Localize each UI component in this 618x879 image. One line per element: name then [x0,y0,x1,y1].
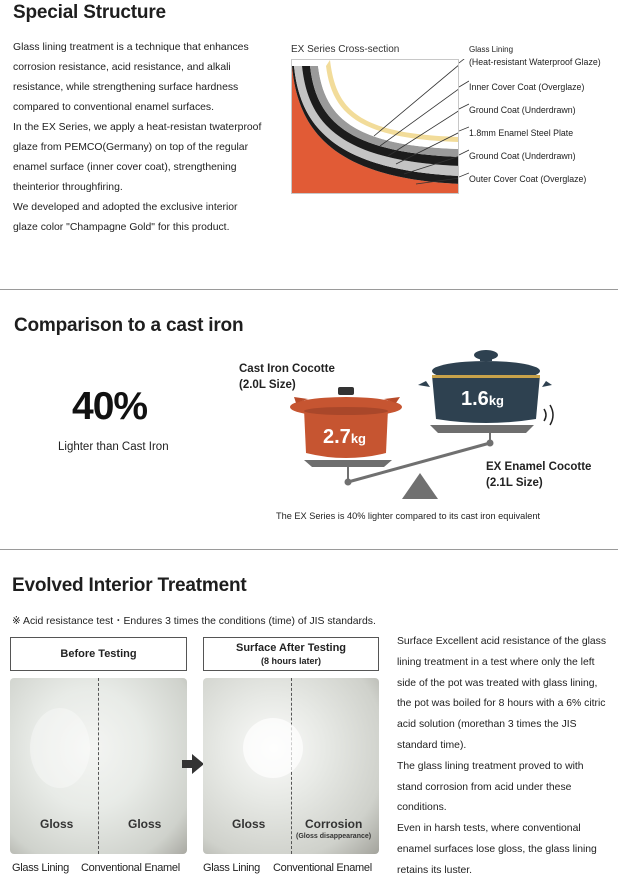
divider [0,549,618,550]
bottom-label-3: Glass Lining [203,862,260,874]
structure-line: glaze from PEMCO(Germany) on top of the regular [13,142,249,153]
cast-iron-size: (2.0L Size) [239,379,296,391]
scale-plate-right [430,425,534,433]
section-title-structure: Special Structure [13,2,166,23]
cross-section-layers-svg [292,60,459,194]
structure-line: enamel surface (inner cover coat), strengthening [13,162,237,173]
leader-lines-ext [459,59,469,194]
comparison-caption: The EX Series is 40% lighter compared to its cast iron equivalent [276,511,541,521]
section-title-comparison: Comparison to a cast iron [14,315,244,336]
after-label-right: Corrosion [305,817,363,831]
structure-line: We developed and adopted the exclusive interior [13,202,238,213]
ex-name: EX Enamel Cocotte [486,461,592,473]
scale-fulcrum [402,473,438,499]
cross-section-diagram [291,59,459,194]
structure-line: theinterior throughfiring. [13,182,123,193]
after-label-sub: (Gloss disappearance) [296,833,372,840]
structure-line: corrosion resistance, acid resistance, and alkali [13,62,231,73]
layer-detail: (Heat-resistant Waterproof Glaze) [469,57,601,67]
layer-label-steel-plate: 1.8mm Enamel Steel Plate [469,128,574,138]
structure-line: glaze color "Champagne Gold" for this product. [13,222,230,233]
structure-line: resistance, while strengthening surface hardness [13,82,239,93]
scale-plate-left [304,460,392,467]
layer-label-glass-lining [469,44,601,68]
after-gloss-highlight [243,718,303,778]
scale-illustration [280,345,560,505]
bottom-label-1: Glass Lining [12,862,69,874]
layer-label-ground-coat-1: Ground Coat (Underdrawn) [469,105,576,115]
structure-paragraph [13,38,283,238]
layer-label-inner-cover: Inner Cover Coat (Overglaze) [469,82,585,92]
after-testing-header [203,637,379,671]
before-divider [98,678,99,854]
weight-percent-caption: Lighter than Cast Iron [58,441,169,453]
structure-line: compared to conventional enamel surfaces. [13,102,214,113]
ex-size: (2.1L Size) [486,477,543,489]
layer-label-outer-cover: Outer Cover Coat (Overglaze) [469,174,587,184]
acid-test-note: ※ Acid resistance test・Endures 3 times the conditions (time) of JIS standards. [12,616,376,627]
after-testing-label: Surface After Testing [235,642,347,654]
structure-line: In the EX Series, we apply a heat-resistan twaterproof [13,122,262,133]
vibration-mark-1 [544,409,546,421]
interior-para-1: Surface Excellent acid resistance of the glass lining treatment in a test where only the left side of the pot was treated with glass lining, the pot was boiled for 8 hours with a 6% citric acid solution (morethan 3 times the JIS standard time). [397,636,607,751]
after-label-left: Gloss [232,817,266,831]
interior-para-3: Even in harsh tests, where conventional enamel surfaces lose gloss, the glass lining retains its luster. [397,823,597,876]
section-title-interior: Evolved Interior Treatment [12,575,247,596]
interior-para-2: The glass lining treatment proved to with stand corrosion from acid under these conditions. [397,760,584,814]
after-testing-sublabel: (8 hours later) [260,656,321,666]
cast-iron-weight [323,426,366,449]
weight-percent: 40% [72,385,148,428]
cast-iron-weight-value: 2.7 [323,426,351,448]
ex-weight-unit: kg [488,393,504,408]
cross-section-caption: EX Series Cross-section [291,44,400,55]
ex-pot [418,350,552,423]
layer-label-ground-coat-2: Ground Coat (Underdrawn) [469,151,576,161]
before-label-right: Gloss [128,817,162,831]
cast-iron-weight-unit: kg [350,431,366,446]
before-testing-header [10,637,187,671]
before-gloss-highlight [30,708,90,788]
vibration-mark-2 [550,405,553,425]
bottom-label-2: Conventional Enamel [81,862,180,874]
bottom-label-4: Conventional Enamel [273,862,372,874]
interior-paragraph [397,632,611,879]
layer-name: Glass Lining [469,45,514,54]
ex-weight-value: 1.6 [461,388,489,410]
cast-iron-name: Cast Iron Cocotte [239,363,335,375]
divider [0,289,618,290]
before-testing-label: Before Testing [60,648,137,660]
ex-weight [461,388,504,411]
before-label-left: Gloss [40,817,74,831]
structure-line: Glass lining treatment is a technique that enhances [13,42,249,53]
